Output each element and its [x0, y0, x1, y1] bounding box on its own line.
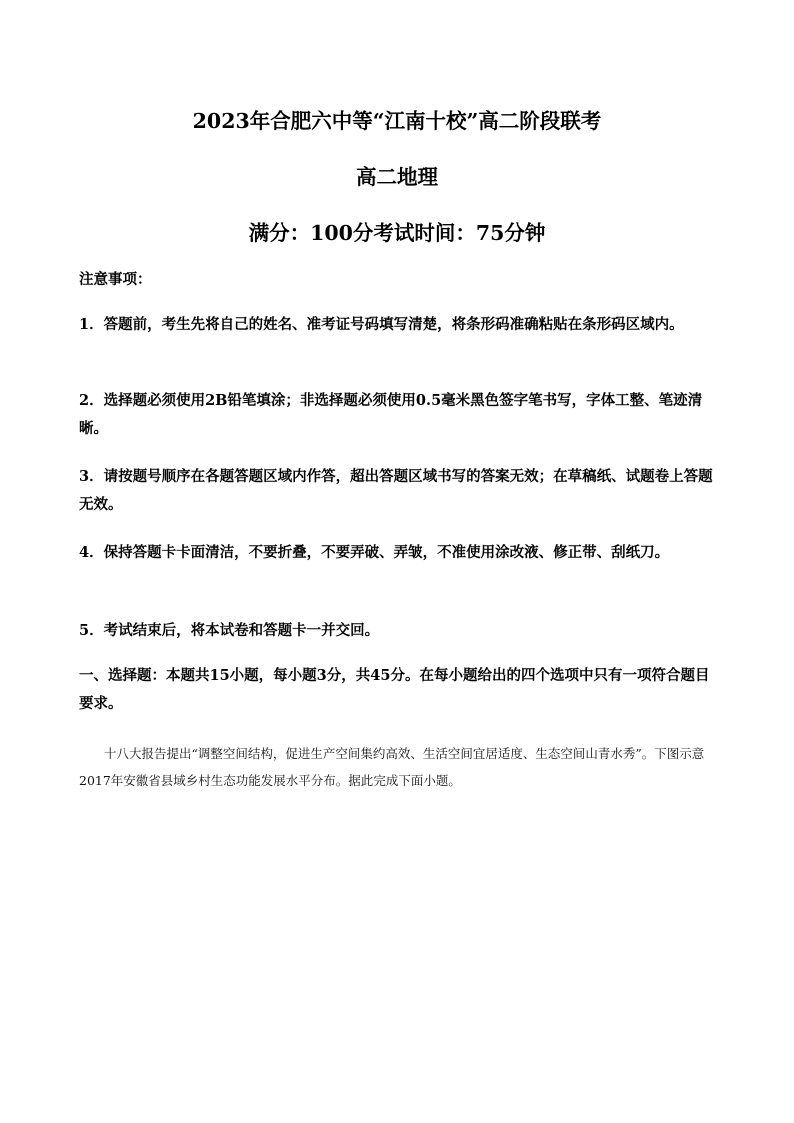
question-intro: 十八大报告提出“调整空间结构，促进生产空间集约高效、生活空间宜居适度、生态空间山青水秀”。下图示意2017年安徽省县域乡村生态功能发展水平分布。据此完成下面小题。	[79, 746, 705, 788]
notice-item-5: 5．考试结束后，将本试卷和答题卡一并交回。	[79, 622, 380, 639]
notice-item-1: 1．答题前，考生先将自己的姓名、准考证号码填写清楚，将条形码准确粘贴在条形码区域内。	[79, 316, 684, 333]
notice-item-3: 3．请按题号顺序在各题答题区域内作答，超出答题区域书写的答案无效；在草稿纸、试题卷上答题无效。	[79, 468, 713, 513]
exam-title: 2023年合肥六中等“江南十校”高二阶段联考	[192, 109, 602, 133]
notice-item-4: 4．保持答题卡卡面清洁，不要折叠，不要弄破、弄皱，不准使用涂改液、修正带、刮纸刀。	[79, 544, 670, 561]
notice-item-2: 2．选择题必须使用2B铅笔填涂；非选择题必须使用0.5毫米黑色签字笔书写，字体工整、笔迹清晰。	[79, 392, 703, 437]
notice-heading: 注意事项：	[79, 271, 152, 288]
exam-subject: 高二地理	[356, 165, 438, 189]
section-heading: 一、选择题：本题共15小题，每小题3分，共45分。在每小题给出的四个选项中只有一项符合题目要求。	[79, 667, 710, 712]
exam-score-time: 满分：100分考试时间：75分钟	[248, 221, 546, 245]
